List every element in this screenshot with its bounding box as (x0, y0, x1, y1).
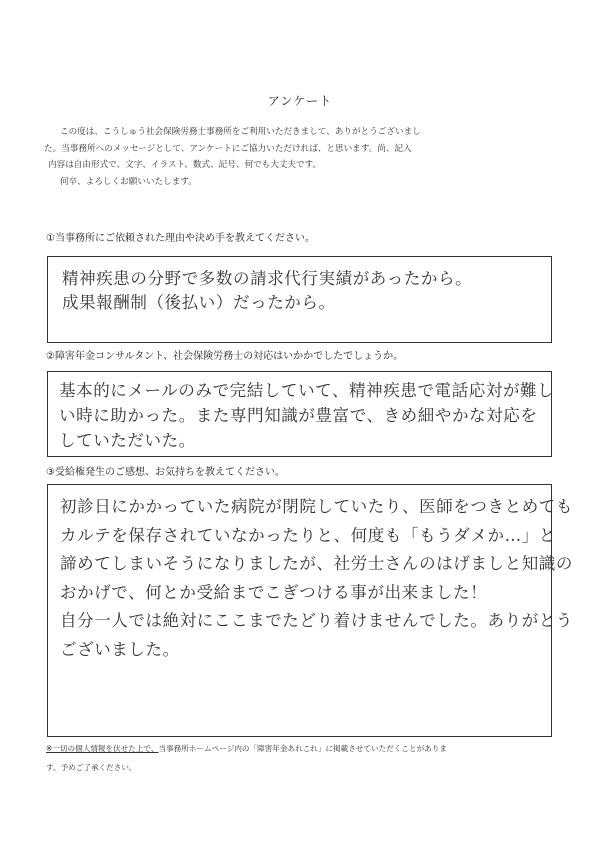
answer-box-1 (47, 256, 552, 343)
intro-line: 何卒、よろしくお願いいたします。 (60, 176, 197, 187)
question-3-label: ③受給権発生のご感想、お気持ちを教えてください。 (46, 467, 285, 478)
answer-line: カルテを保存されていなかったりと、何度も「もうダメか…」と (60, 525, 556, 545)
footer-note (46, 743, 447, 754)
intro-text (44, 124, 564, 190)
answer-line: ございました。 (60, 639, 180, 659)
answer-line: 基本的にメールのみで完結していて、精神疾患で電話応対が難し (59, 381, 555, 400)
answer-line: おかげで、何とか受給までこぎつける事が出来ました！ (60, 582, 488, 602)
intro-line: この度は、こうしゅう社会保険労務士事務所をご利用いただきまして、ありがとうございまし (60, 127, 421, 137)
footer-underlined: ※一切の個人情報を伏せた上で、 (46, 744, 159, 753)
page-title: アンケート (267, 94, 333, 108)
answer-line: 自分一人では絶対にここまでたどり着けませんでした。ありがとう (60, 611, 573, 630)
answer-box-2 (47, 371, 555, 457)
answer-line: していただいた。 (59, 431, 196, 450)
footer-rest: 当事務所ホームページ内の「障害年金あれこれ」に掲載させていただくことがありま (158, 744, 447, 753)
answer-line: 諦めてしまいそうになりましたが、社労士さんのはげましと知識の (60, 554, 573, 573)
answer-line: 成果報酬制（後払い）だったから。 (62, 293, 336, 312)
answer-line: 初診日にかかっていた病院が閉院していたり、医師をつきとめても (60, 497, 573, 516)
footer-note-line2: す。予めご了承ください。 (46, 763, 137, 772)
answer-line: 精神疾患の分野で多数の請求代行実績があったから。 (62, 269, 473, 288)
answer-box-3 (47, 484, 573, 737)
question-1-label: ①当事務所にご依頼された理由や決め手を教えてください。 (46, 233, 315, 244)
intro-line: 内容は自由形式で、文字、イラスト、数式、記号、何でも大丈夫です。 (48, 160, 322, 170)
question-2-label: ②障害年金コンサルタント、社会保険労務士の対応はいかかでしたでしょうか。 (46, 351, 404, 362)
intro-line: た。当事務所へのメッセージとして、アンケートにご協力いただければ、と思います。尚、記入 (44, 143, 412, 154)
answer-line: い時に助かった。また専門知識が豊富で、きめ細やかな対応を (59, 406, 538, 425)
